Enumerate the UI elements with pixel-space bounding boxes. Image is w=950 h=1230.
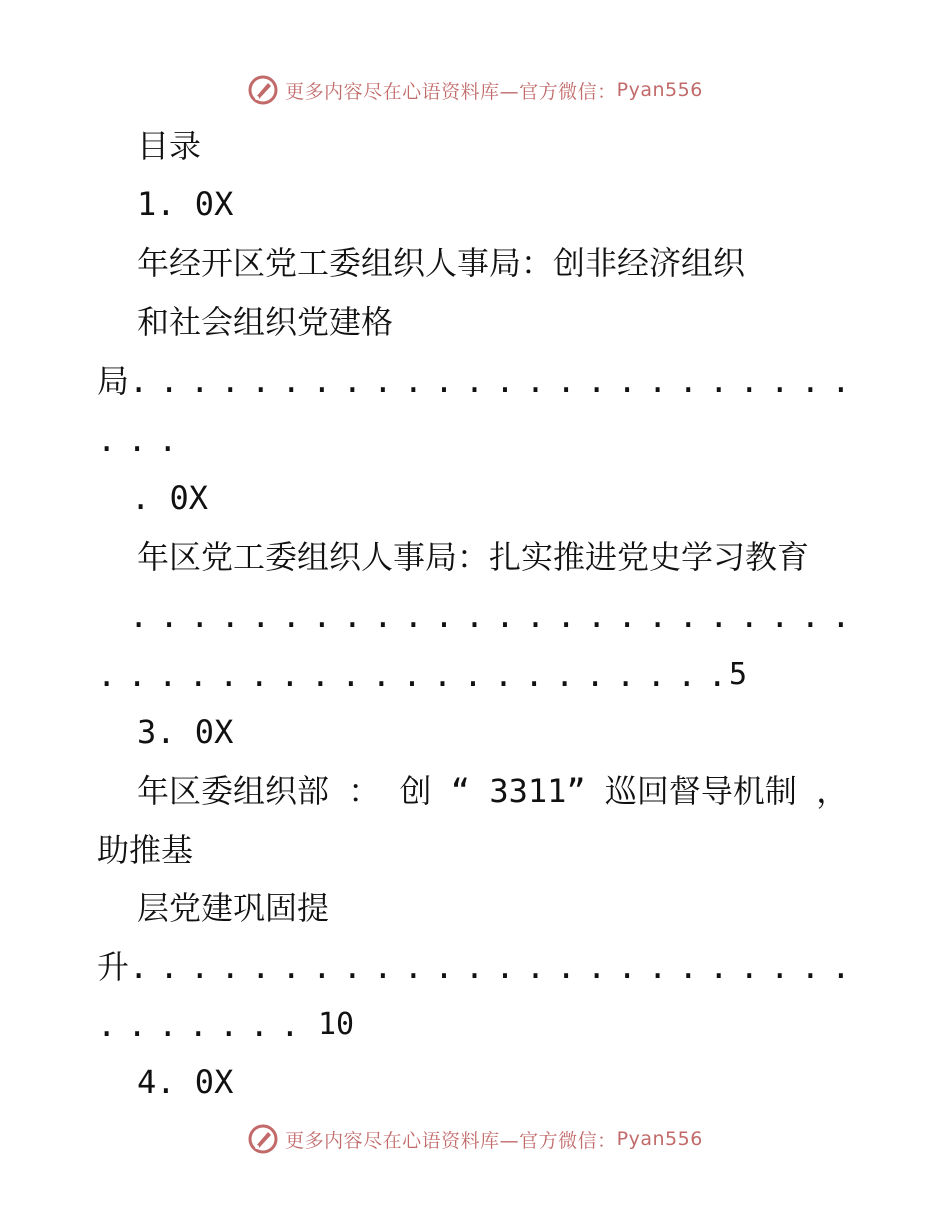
toc-entry-1-leader-dots-cont — [97, 420, 179, 460]
toc-entry-1-leader-dots — [129, 361, 844, 401]
toc-entry-3-line1: 年区委组织部 ： 创 “ 3311” 巡回督导机制 ， — [137, 772, 849, 810]
toc-entry-3-line3: 层党建巩固提 — [137, 889, 330, 927]
toc-entry-2-number: . 0X — [131, 479, 209, 517]
footer-wechat-id: Pyan556 — [616, 1128, 703, 1150]
toc-entry-3-leader-dots-cont — [97, 1005, 315, 1045]
toc-entry-3-line2: 助推基 — [97, 831, 194, 869]
toc-entry-2-page: 5 — [729, 657, 748, 692]
toc-entry-3-line4: 升 — [97, 948, 130, 986]
toc-entry-2-line1: 年区党工委组织人事局：扎实推进党史学习教育 — [137, 538, 810, 576]
toc-entry-1-line2: 和社会组织党建格 — [137, 303, 394, 341]
toc-entry-2-leader-dots-cont — [97, 655, 727, 695]
pen-logo-icon — [247, 1123, 279, 1155]
toc-entry-1-number: 1. 0X — [137, 185, 234, 223]
toc-entry-2-leader-dots — [129, 596, 844, 636]
footer-watermark — [0, 1121, 950, 1157]
toc-entry-3-number: 3. 0X — [137, 713, 234, 751]
footer-watermark-text: 更多内容尽在心语资料库—官方微信： — [285, 1129, 617, 1152]
toc-title: 目录 — [137, 127, 202, 165]
toc-entry-4-number: 4. 0X — [137, 1063, 234, 1101]
header-wechat-id: Pyan556 — [616, 79, 703, 101]
toc-entry-1-line1: 年经开区党工委组织人事局：创非经济组织 — [137, 244, 746, 282]
toc-entry-3-leader-dots — [129, 947, 844, 987]
toc-entry-3-page: 10 — [318, 1007, 355, 1042]
header-watermark-text: 更多内容尽在心语资料库—官方微信： — [285, 80, 617, 103]
toc-entry-1-line3: 局 — [97, 362, 130, 400]
